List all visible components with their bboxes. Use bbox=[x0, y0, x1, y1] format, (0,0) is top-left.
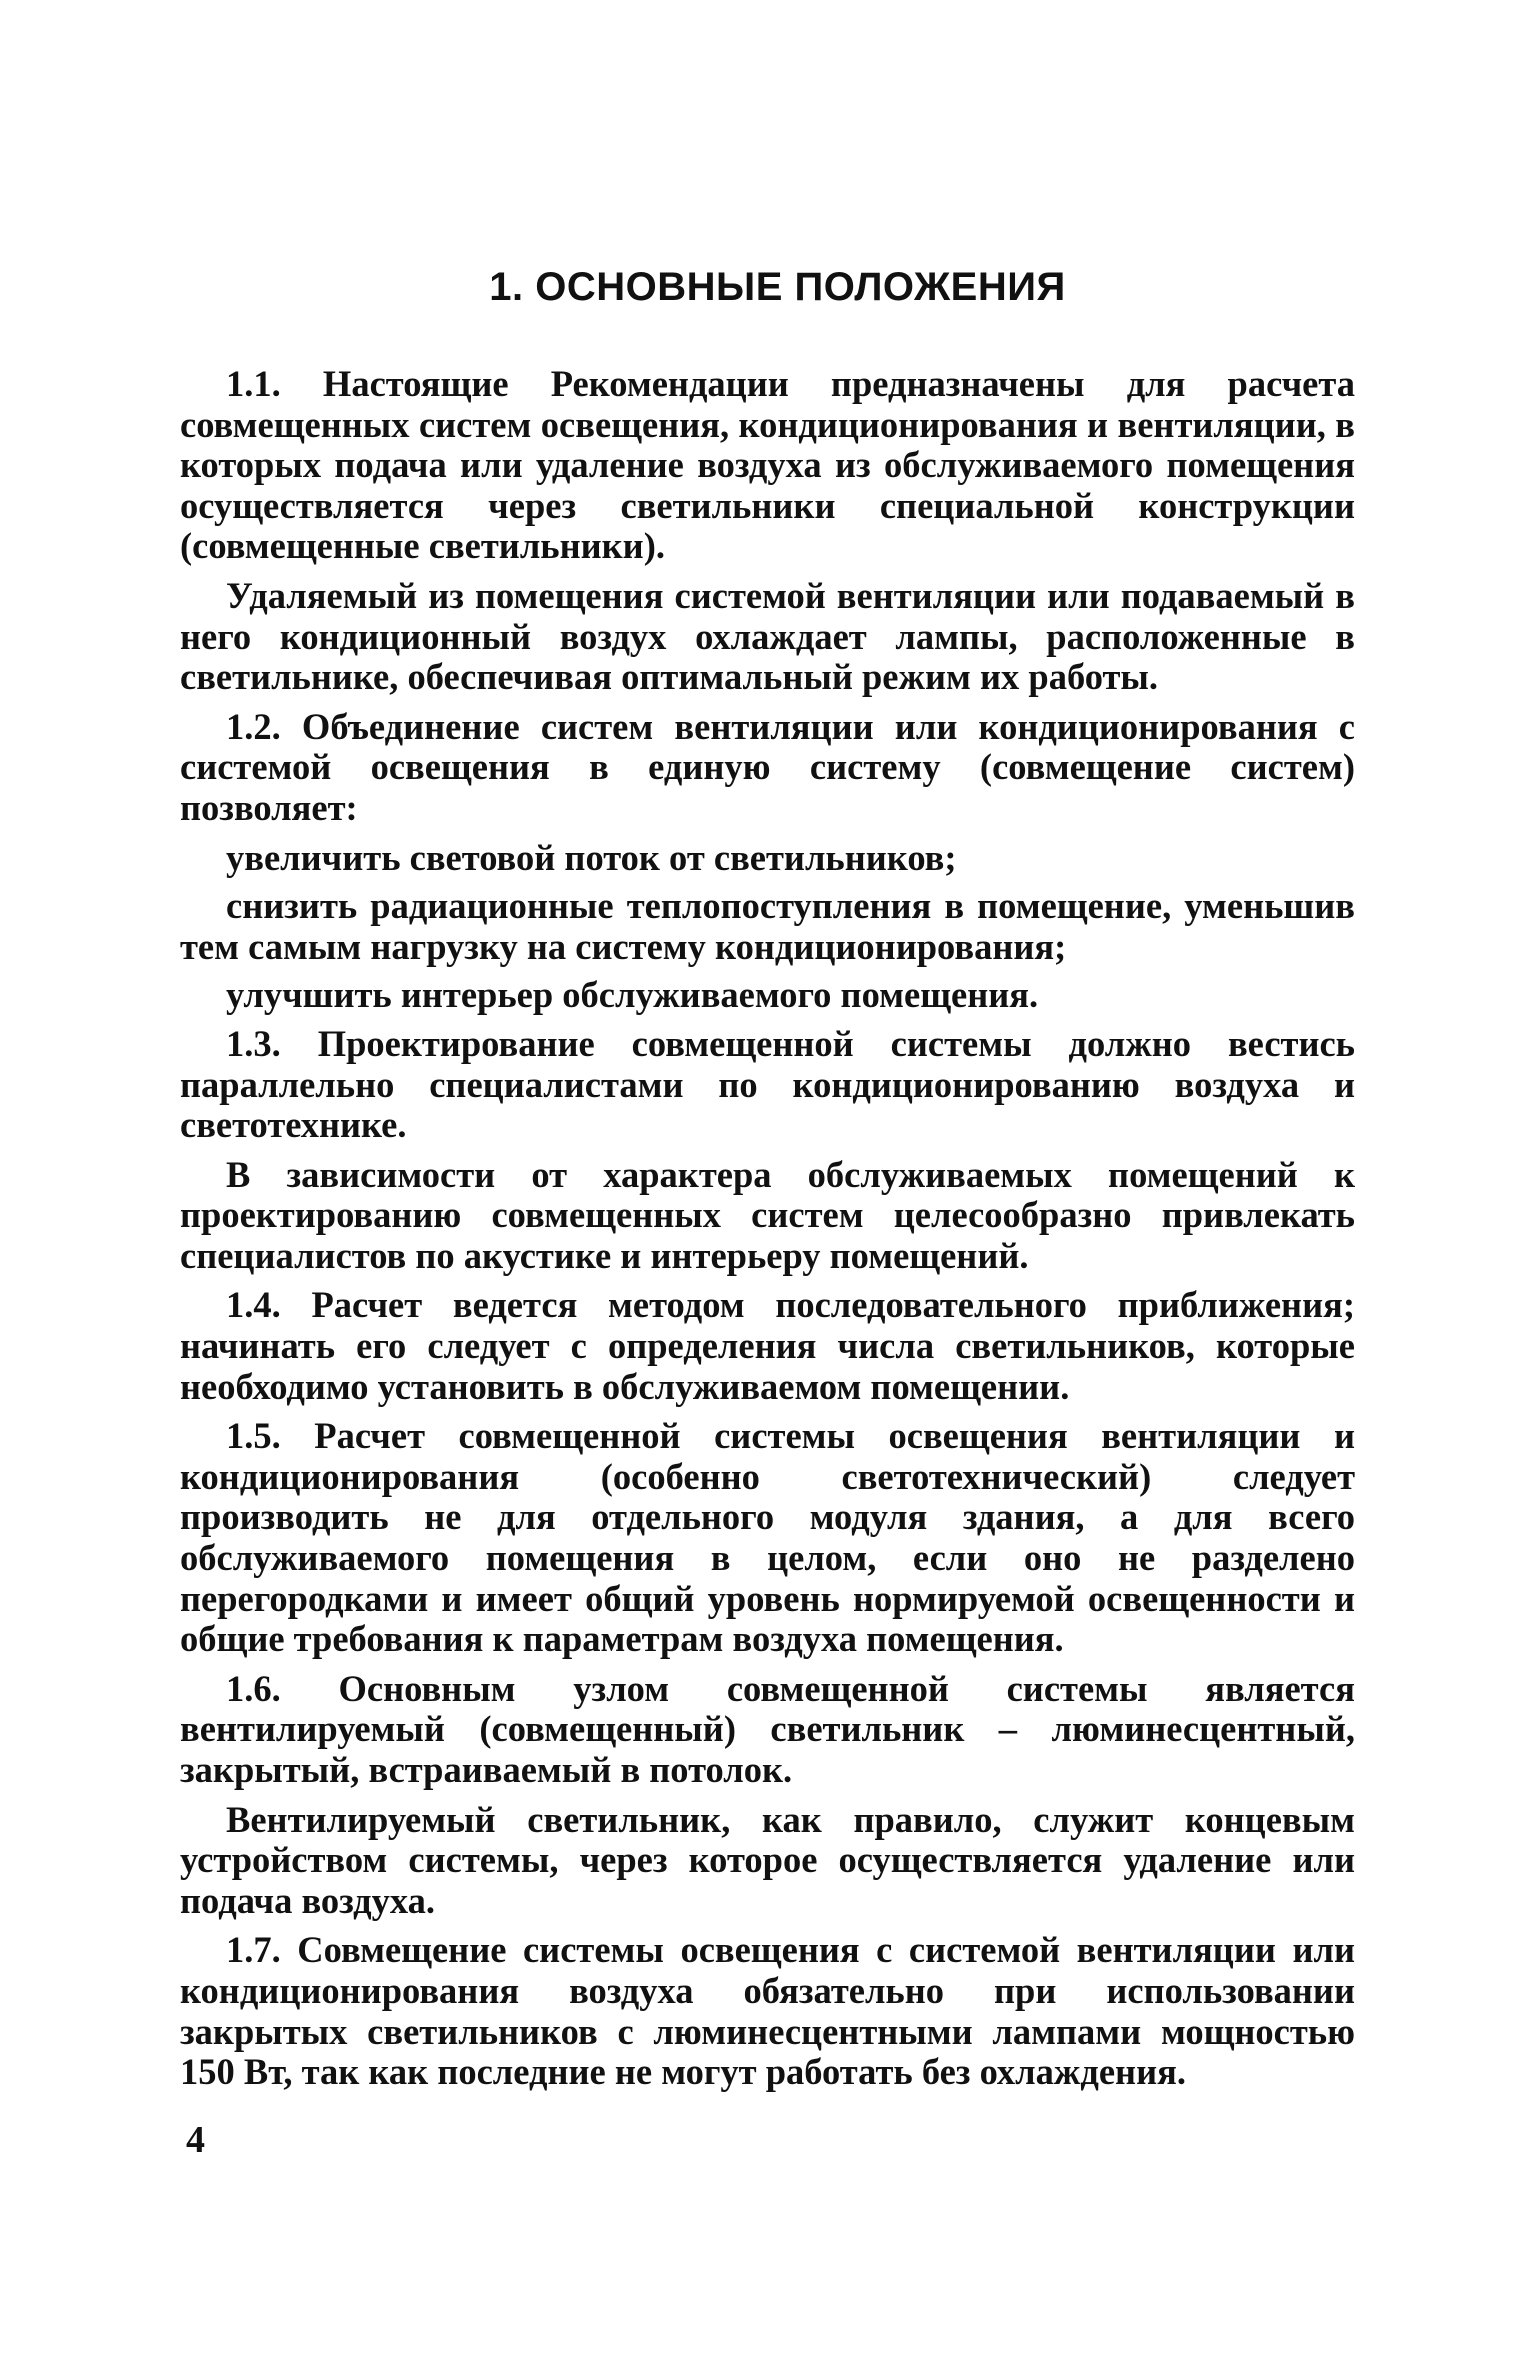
section-heading: 1. ОСНОВНЫЕ ПОЛОЖЕНИЯ bbox=[489, 265, 1066, 309]
paragraph-1-3: 1.3. Проектирование совмещенной системы должно вестись параллельно специалистами по кондиционированию воздуха и светотехнике. bbox=[180, 1022, 1355, 1146]
list-item-increase-flux: увеличить световой поток от светильников; bbox=[226, 836, 957, 878]
page-number: 4 bbox=[186, 2119, 205, 2161]
paragraph-1-7: 1.7. Совмещение системы освещения с системой вентиляции или кондиционирования воздуха обязательно при использовании закрытых светильников с люминесцентными лампами мощностью 150 Вт, так как последние не могут работать без охлаждения. bbox=[180, 1929, 1355, 2093]
paragraph-1-5: 1.5. Расчет совмещенной системы освещения вентиляции и кондиционирования (особенно светотехнический) следует производить не для отдельного модуля здания, а для всего обслуживаемого помещения в целом, если оно не разделено перегородками и имеет общий уровень нормируемой освещенности и общие требования к параметрам воздуха помещения. bbox=[180, 1415, 1355, 1660]
paragraph-1-6: 1.6. Основным узлом совмещенной системы является вентилируемый (совмещенный) светильник – люминесцентный, закрытый, встраиваемый в потолок. bbox=[180, 1667, 1355, 1790]
paragraph-1-1-continued: Удаляемый из помещения системой вентиляции или подаваемый в него кондиционный воздух охлаждает лампы, расположенные в светильнике, обеспечивая оптимальный режим их работы. bbox=[180, 574, 1355, 698]
paragraph-1-1: 1.1. Настоящие Рекомендации предназначены для расчета совмещенных систем освещения, кондиционирования и вентиляции, в которых подача или удаление воздуха из обслуживаемого помещения осуществляется через светильники специальной конструкции (совмещенные светильники). bbox=[180, 363, 1355, 567]
paragraph-1-6-continued: Вентилируемый светильник, как правило, служит концевым устройством системы, через которое осуществляется удаление или подача воздуха. bbox=[180, 1798, 1355, 1921]
paragraph-1-2: 1.2. Объединение систем вентиляции или кондиционирования с системой освещения в единую систему (совмещение систем) позволяет: bbox=[180, 705, 1355, 828]
list-item-reduce-heat: снизить радиационные теплопоступления в помещение, уменьшив тем самым нагрузку на систему кондиционирования; bbox=[180, 885, 1355, 967]
document-page bbox=[180, 265, 1355, 2102]
paragraph-1-3-continued: В зависимости от характера обслуживаемых помещений к проектированию совмещенных систем целесообразно привлекать специалистов по акустике и интерьеру помещений. bbox=[180, 1153, 1355, 1276]
list-item-improve-interior: улучшить интерьер обслуживаемого помещения. bbox=[226, 974, 1039, 1016]
paragraph-1-4: 1.4. Расчет ведется методом последовательного приближения; начинать его следует с определения числа светильников, которые необходимо установить в обслуживаемом помещении. bbox=[180, 1284, 1355, 1407]
